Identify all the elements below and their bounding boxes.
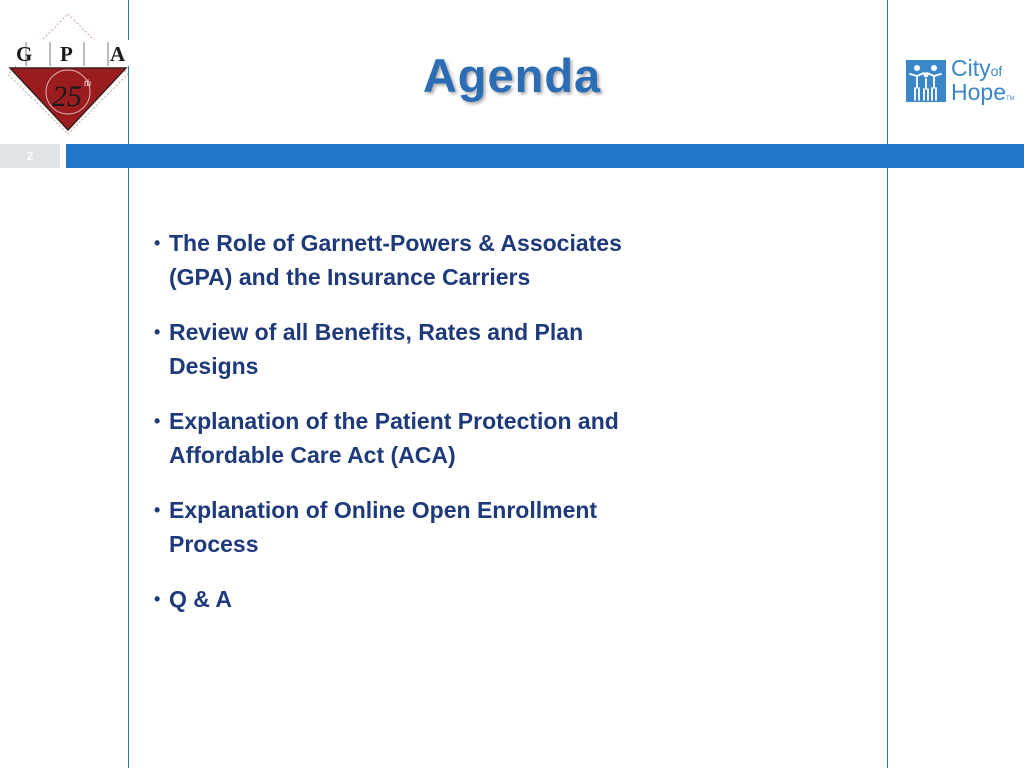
gpa-letter-a: A bbox=[110, 42, 126, 66]
agenda-item bbox=[154, 493, 754, 561]
agenda-item-line: Explanation of the Patient Protection and bbox=[169, 408, 619, 434]
logo-city-text: City bbox=[951, 55, 991, 81]
bullet: • bbox=[154, 411, 161, 431]
agenda-item bbox=[154, 404, 754, 472]
agenda-item-line: The Role of Garnett-Powers & Associates bbox=[169, 230, 622, 256]
agenda-item bbox=[154, 582, 754, 616]
agenda-item bbox=[154, 226, 754, 294]
city-of-hope-wordmark bbox=[951, 55, 1015, 110]
slide-number: 2 bbox=[26, 149, 34, 163]
agenda-item bbox=[154, 315, 754, 383]
gpa-letter-g: G bbox=[16, 42, 33, 66]
logo-of-text: of bbox=[990, 63, 1003, 79]
bullet: • bbox=[154, 589, 161, 609]
agenda-list bbox=[154, 226, 754, 637]
gpa-letter-p: P bbox=[60, 42, 73, 66]
header-band bbox=[66, 144, 1024, 168]
slide-number-box bbox=[0, 144, 60, 168]
slide-title: Agenda bbox=[422, 49, 602, 102]
agenda-item-line: Designs bbox=[169, 353, 259, 379]
right-divider-line bbox=[887, 0, 888, 768]
bullet: • bbox=[154, 322, 161, 342]
city-of-hope-logo bbox=[906, 55, 1018, 106]
agenda-item-line: Affordable Care Act (ACA) bbox=[169, 442, 456, 468]
anniversary-suffix: th bbox=[84, 78, 92, 88]
agenda-item-line: Explanation of Online Open Enrollment bbox=[169, 497, 598, 523]
agenda-item-line: Q & A bbox=[169, 586, 233, 612]
agenda-item-line: (GPA) and the Insurance Carriers bbox=[169, 264, 531, 290]
bullet: • bbox=[154, 500, 161, 520]
logo-tm-text: TM bbox=[1005, 96, 1015, 102]
agenda-item-line: Process bbox=[169, 531, 259, 557]
bullet: • bbox=[154, 233, 161, 253]
agenda-item-line: Review of all Benefits, Rates and Plan bbox=[169, 319, 584, 345]
city-of-hope-figures-icon bbox=[906, 60, 946, 102]
anniversary-number: 25 bbox=[52, 80, 82, 113]
logo-hope-text: Hope bbox=[951, 79, 1006, 105]
